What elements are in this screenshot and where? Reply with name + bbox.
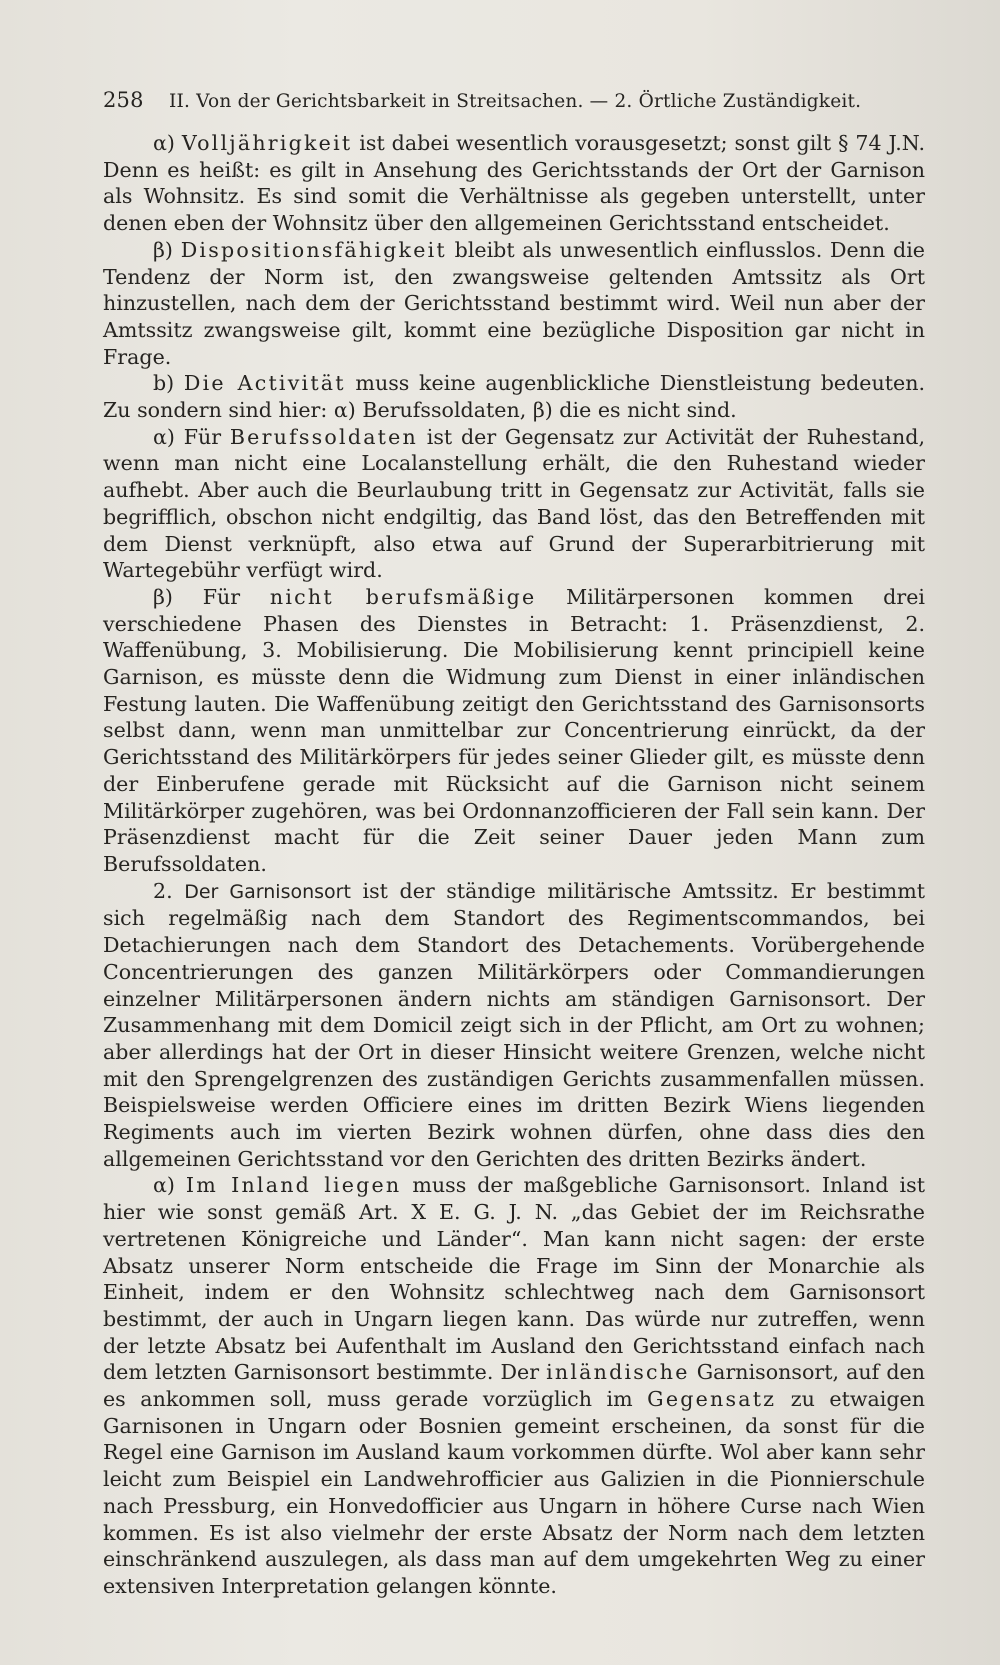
running-header	[103, 88, 933, 112]
spaced-term: Berufssoldaten	[229, 424, 419, 449]
spaced-term: Gegensatz	[647, 1387, 777, 1412]
spaced-term: nicht berufsmäßige	[269, 584, 537, 609]
paragraph: α) Für Berufssoldaten ist der Gegensatz zur Activität der Ruhestand, wenn man nicht eine Localanstellung erhält, die den Ruhestand wieder aufhebt. Aber auch die Beurlaubung tritt in Gegensatz zur Activität, falls sie begrifflich, obschon nicht endgiltig, das Band löst, das den Betreffenden mit dem Dienst verknüpft, also etwa auf Grund der Superarbitrierung mit Wartegebühr verfügt wird.	[103, 424, 925, 583]
spaced-term: Volljährigkeit	[181, 131, 353, 155]
paragraph: α) Volljährigkeit ist dabei wesentlich vorausgesetzt; sonst gilt § 74 J.N. Denn es heißt: es gilt in Ansehung des Gerichtsstands der Ort der Garnison als Wohnsitz. Es sind somit die Verhältnisse als gegeben unterstellt, unter denen eben der Wohnsitz über den allgemeinen Gerichtsstand entscheidet.	[103, 131, 925, 236]
paragraph: 2. Der Garnisonsort ist der ständige militärische Amtssitz. Er bestimmt sich regelmäßig nach dem Standort des Regimentscommandos, bei Detachierungen nach dem Standort des Detachements. Vorübergehende Concentrierungen des ganzen Militärkörpers oder Commandierungen einzelner Militärpersonen ändern nichts am ständigen Garnisonsort. Der Zusammenhang mit dem Domicil zeigt sich in der Pflicht, am Ort zu wohnen; aber allerdings hat der Ort in dieser Hinsicht weitere Grenzen, welche nicht mit den Sprengelgrenzen des zuständigen Gerichts zusammenfallen müssen. Beispielsweise werden Officiere eines im dritten Bezirk Wiens liegenden Regiments auch im vierten Bezirk wohnen dürfen, ohne dass dies den allgemeinen Gerichtsstand vor den Gerichten des dritten Bezirks ändert.	[103, 878, 925, 1171]
spaced-term: inländische	[546, 1360, 690, 1385]
section-heading: Der Garnisonsort	[184, 880, 351, 903]
body-text	[103, 130, 925, 1600]
spaced-term: Im Inland liegen	[185, 1173, 402, 1198]
paragraph: α) Im Inland liegen muss der maßgebliche Garnisonsort. Inland ist hier wie sonst gemäß Art. X E. G. J. N. „das Gebiet der im Reichsrathe vertretenen Königreiche und Länder“. Man kann nicht sagen: der erste Absatz unserer Norm entscheide die Frage im Sinn der Monarchie als Einheit, indem er den Wohnsitz schlechtweg nach dem Garnisonsort bestimmt, der auch in Ungarn liegen kann. Das würde nur zutreffen, wenn der letzte Absatz bei Aufenthalt im Ausland den Gerichtsstand einfach nach dem letzten Garnisonsort bestimmte. Der inländische Garnisonsort, auf den es ankommen soll, muss gerade vorzüglich im Gegensatz zu etwaigen Garnisonen in Ungarn oder Bosnien gemeint erscheinen, da sonst für die Regel eine Garnison im Ausland kaum vorkommen dürfte. Wol aber kann sehr leicht zum Beispiel ein Landwehrofficier aus Galizien in die Pionnierschule nach Pressburg, ein Honvedofficier aus Ungarn in höhere Curse nach Wien kommen. Es ist also vielmehr der erste Absatz der Norm nach dem letzten einschränkend auszulegen, als dass man auf dem umgekehrten Weg zu einer extensiven Interpretation gelangen könnte.	[103, 1173, 925, 1598]
spaced-term: Die Activität	[183, 371, 346, 396]
paragraph: β) Für nicht berufsmäßige Militärpersonen kommen drei verschiedene Phasen des Dienstes in Betracht: 1. Präsenzdienst, 2. Waffenübung, 3. Mobilisierung. Die Mobilisierung kennt principiell keine Garnison, es müsste denn die Widmung zum Dienst in einer inländischen Festung lauten. Die Waffenübung zeitigt den Gerichtsstand des Garnisonsorts selbst dann, wenn man unmittelbar zur Concentrierung einrückt, da der Gerichtsstand des Militärkörpers für jedes seiner Glieder gilt, es müsste denn der Einberufene gerade mit Rücksicht auf die Garnison nicht seinem Militärkörper zugehören, was bei Ordonnanzofficieren der Fall sein kann. Der Präsenzdienst macht für die Zeit seiner Dauer jeden Mann zum Berufssoldaten.	[103, 584, 925, 876]
page-number: 258	[103, 88, 144, 112]
spaced-term: Dispositionsfähigkeit	[180, 237, 447, 262]
running-title: II. Von der Gerichtsbarkeit in Streitsachen. — 2. Örtliche Zuständigkeit.	[169, 91, 862, 112]
paragraph: b) Die Activität muss keine augenblickliche Dienstleistung bedeuten. Zu sondern sind hier: α) Berufssoldaten, β) die es nicht sind.	[103, 371, 926, 423]
paragraph: β) Dispositionsfähigkeit bleibt als unwesentlich einflusslos. Denn die Tendenz der Norm ist, den zwangsweise geltenden Amtssitz als Ort hinzustellen, nach dem der Gerichtsstand bestimmt wird. Weil nun aber der Amtssitz zwangsweise gilt, kommt eine bezügliche Disposition gar nicht in Frage.	[103, 237, 925, 369]
